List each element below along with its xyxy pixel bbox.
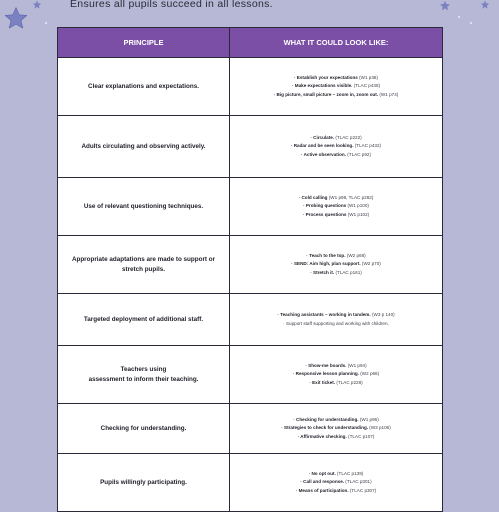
principle-cell: Teachers using assessment to inform their teaching. [58,346,230,404]
example-item: · Support staff supporting and working with children. [283,320,389,326]
example-item: · Checking for understanding. (W1 p96) [293,417,379,423]
table-row [58,178,443,236]
table-row [58,454,443,512]
examples-cell [230,58,443,116]
examples-cell [230,178,443,236]
principle-cell: Targeted deployment of additional staff. [58,294,230,346]
example-item: · Show-me boards. (W1 p94) [305,363,367,369]
example-item: · Establish your expectations (W1 p38) [294,75,378,81]
table-row [58,58,443,116]
table-row [58,236,443,294]
sparkle [470,22,472,24]
example-item: · Make expectations visible. (TLAC p438) [291,83,381,89]
principle-cell: Pupils willingly participating. [58,454,230,512]
principle-cell: Appropriate adaptations are made to support or stretch pupils. [58,236,230,294]
example-item: · Cold calling (W1 p98, TLAC p282) [298,195,374,201]
principle-cell: Checking for understanding. [58,404,230,454]
example-item: · Responsive lesson planning. (W2 p66) [292,371,380,377]
table-header-row [58,28,443,58]
examples-cell [230,346,443,404]
star-icon [476,0,494,10]
table-row [58,346,443,404]
example-item: · Affirmative checking. (TLAC p107) [297,433,375,439]
principle-cell: Clear explanations and expectations. [58,58,230,116]
examples-cell [230,294,443,346]
page-subtitle: Ensures all pupils succeed in all lessons. [70,0,273,10]
example-item: · Stretch it. (TLAC p161) [310,269,362,275]
example-item: · Teach to the top. (W2 p68) [306,253,366,259]
examples-cell [230,116,443,178]
example-item: · Circulate. (TLAC p222) [310,135,362,141]
table-row [58,116,443,178]
principle-cell: Use of relevant questioning techniques. [58,178,230,236]
examples-cell [230,236,443,294]
examples-cell [230,404,443,454]
star-icon [438,0,452,12]
example-item: · Process questions (W1 p102) [302,211,370,217]
sparkle [45,22,47,24]
example-item: · SEND: Aim high, plan support. (W2 p70) [291,261,381,267]
example-item: · Big picture, small picture – zoom in, zoom out. (W1 p74) [273,91,399,97]
column-header-principle: PRINCIPLE [58,28,230,58]
star-icon [32,0,42,10]
sparkle [458,16,460,18]
examples-cell [230,454,443,512]
example-item: · Active observation. (TLAC p92) [300,151,372,157]
example-item: · Strategies to check for understanding. (W3 p106) [281,425,391,431]
example-item: · No opt out. (TLAC p139) [308,471,364,477]
table-row [58,294,443,346]
example-item: · Teaching assistants – working in tandem. (W3 p 140) [277,312,395,318]
example-item: · Radar and be seen looking. (TLAC p432) [290,143,382,149]
example-item: · Exit ticket. (TLAC p228) [309,379,363,385]
table-row [58,404,443,454]
principles-table [57,27,443,512]
star-icon [3,6,29,32]
principle-cell: Adults circulating and observing actively. [58,116,230,178]
example-item: · Means of participation. (TLAC p307) [295,487,377,493]
example-item: · Probing questions (W1 p100) [303,203,369,209]
example-item: · Call and response. (TLAC p301) [300,479,372,485]
column-header-examples: WHAT IT COULD LOOK LIKE: [230,28,443,58]
